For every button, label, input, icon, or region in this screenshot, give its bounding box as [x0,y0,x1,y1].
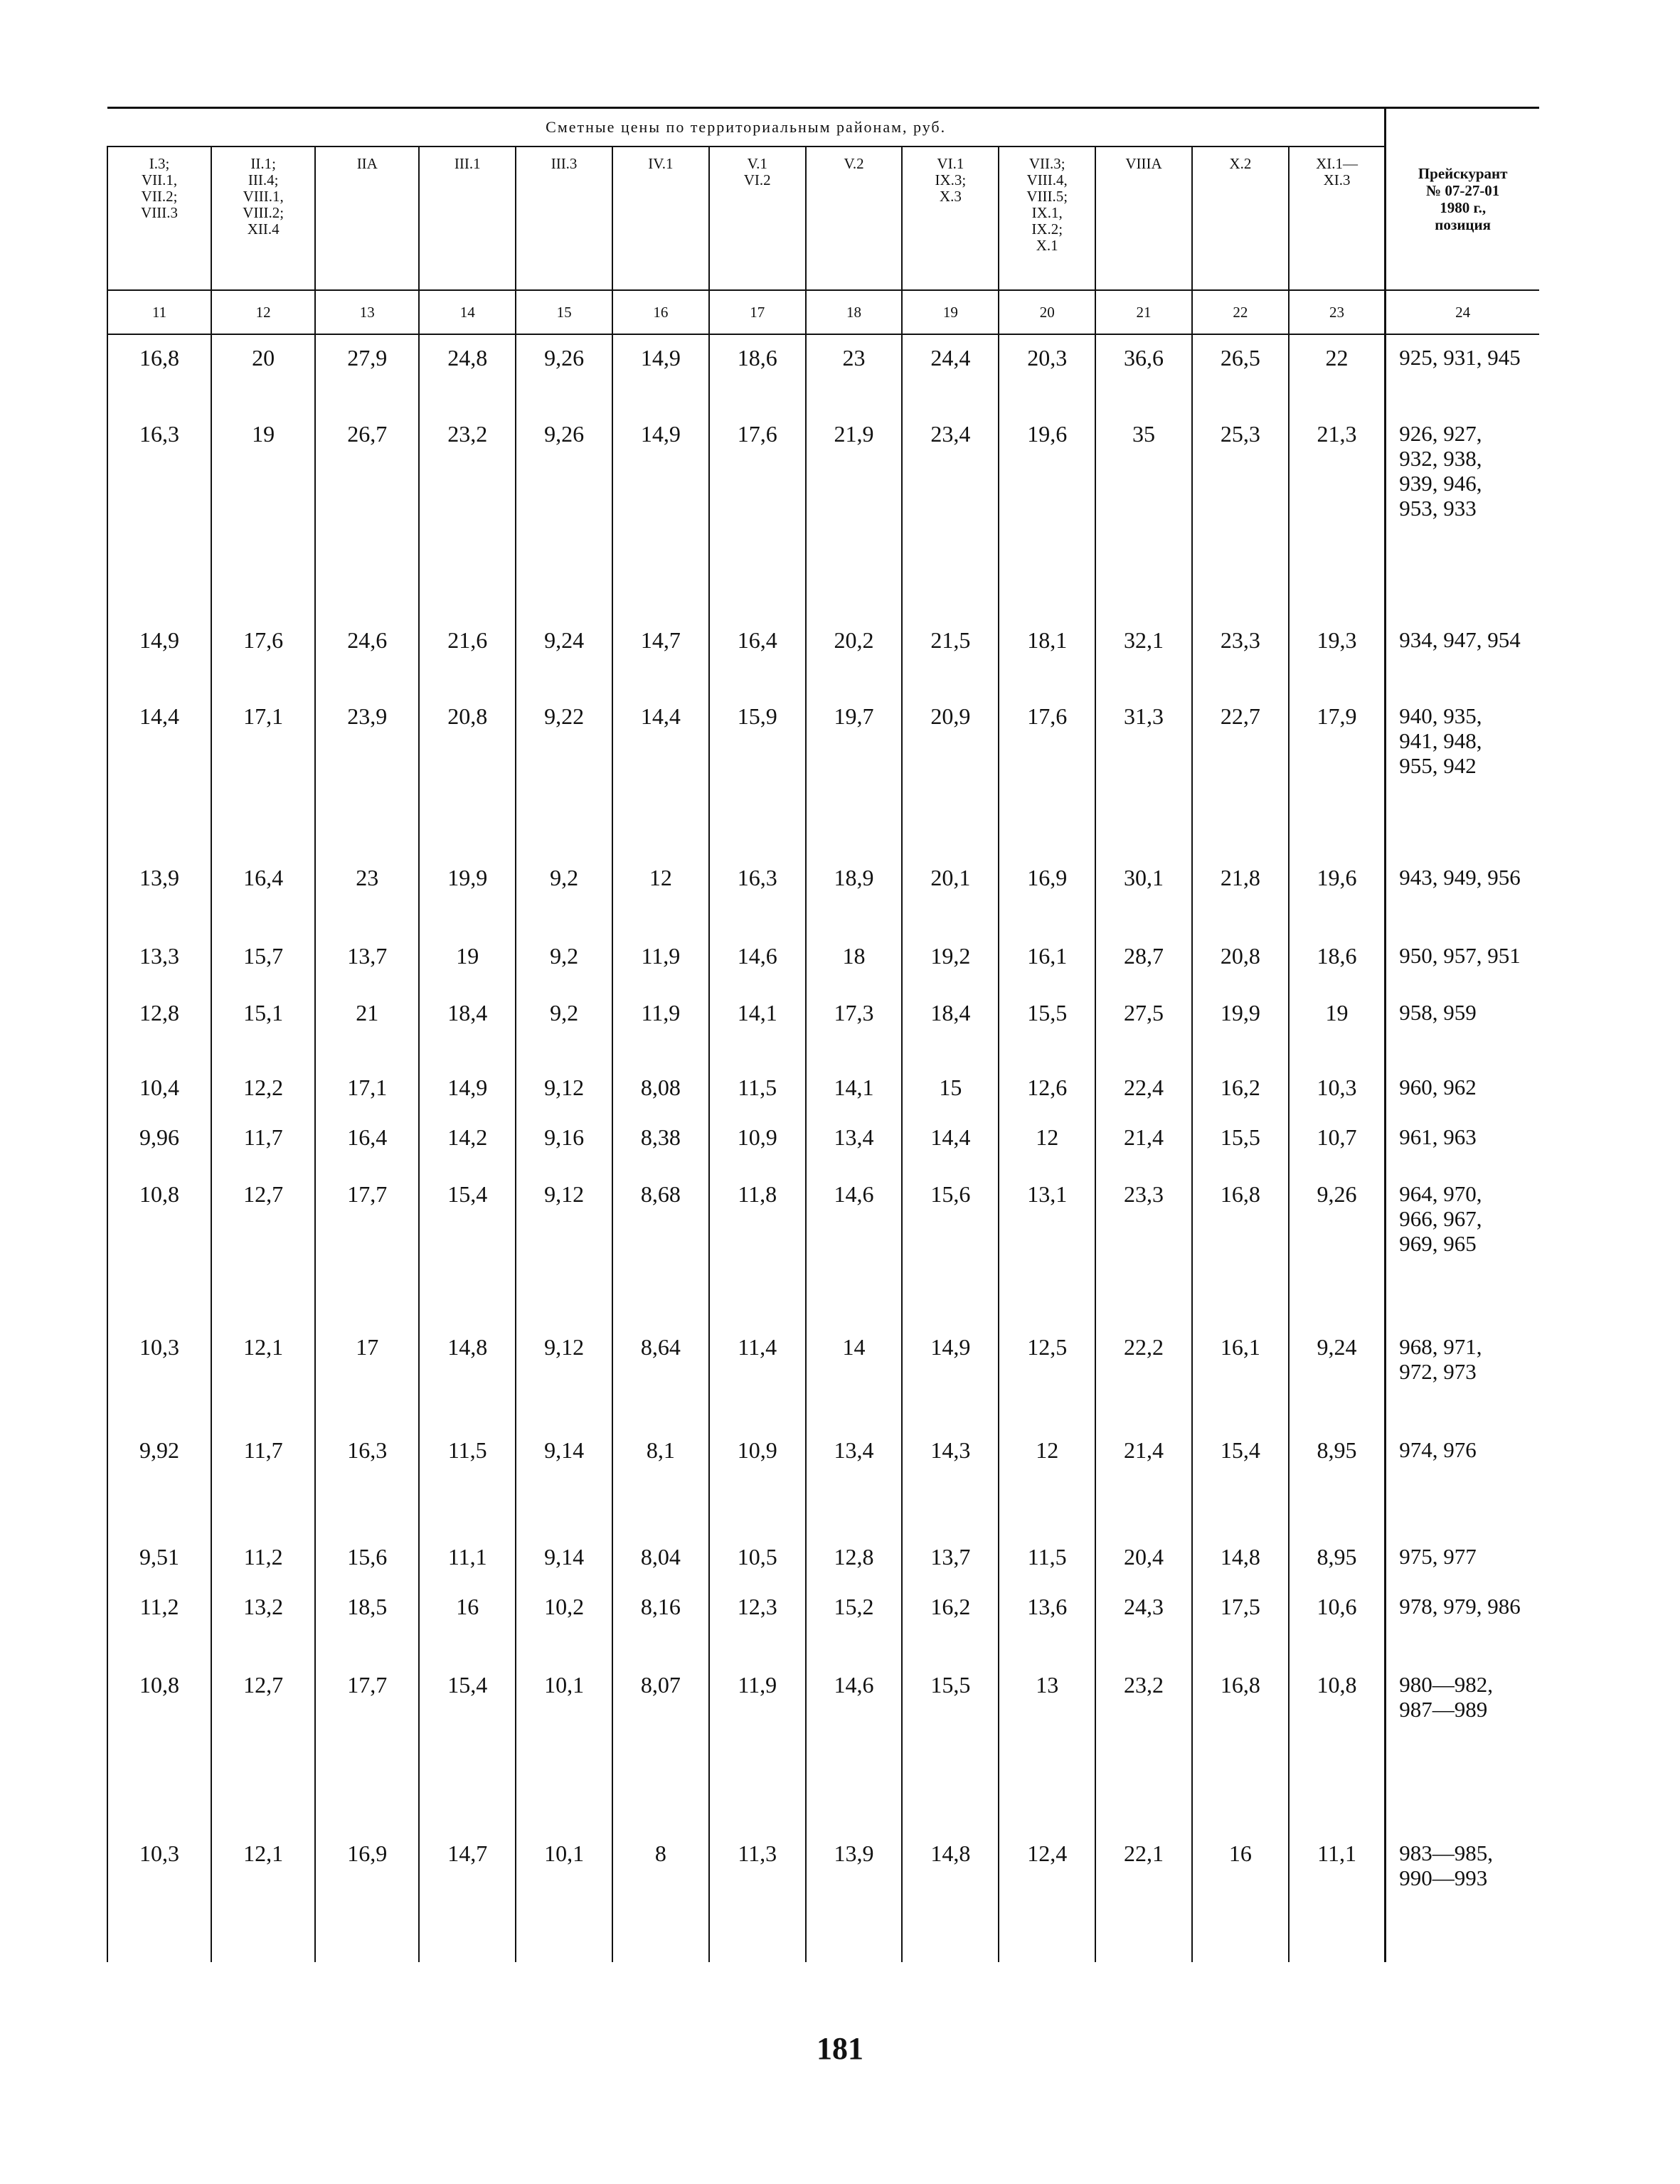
price-cell: 9,26 [1289,1171,1386,1324]
price-cell: 18,4 [419,990,516,1065]
price-cell: 12,6 [999,1065,1095,1114]
table-row [107,1534,1539,1584]
column-number: 23 [1289,290,1386,334]
price-cell: 15,5 [999,990,1095,1065]
price-cell: 35 [1095,411,1192,617]
page-number: 181 [817,2031,863,2066]
column-number: 17 [709,290,806,334]
price-cell: 12,3 [709,1584,806,1662]
position-cell: 983—985, 990—993 [1386,1831,1539,1909]
price-cell: 15 [902,1065,999,1114]
position-cell: 964, 970, 966, 967, 969, 965 [1386,1171,1539,1324]
price-cell: 12,7 [211,1171,315,1324]
price-cell: 14,9 [612,334,709,411]
position-cell: 980—982, 987—989 [1386,1662,1539,1831]
price-cell: 24,8 [419,334,516,411]
price-cell: 18,9 [806,855,903,933]
price-cell: 16,4 [211,855,315,933]
price-cell: 18 [806,933,903,990]
price-cell: 25,3 [1192,411,1289,617]
price-cell: 10,8 [107,1171,211,1324]
position-cell: 961, 963 [1386,1114,1539,1171]
price-cell: 23,3 [1192,617,1289,693]
price-cell: 11,3 [709,1831,806,1909]
position-cell: 960, 962 [1386,1065,1539,1114]
price-cell: 15,4 [419,1662,516,1831]
price-cell: 15,2 [806,1584,903,1662]
price-cell: 11,5 [709,1065,806,1114]
price-cell: 14,6 [709,933,806,990]
price-cell: 13,3 [107,933,211,990]
price-cell: 19,6 [999,411,1095,617]
price-cell: 15,6 [315,1534,419,1584]
empty-cell [107,1909,211,1962]
region-header: III.1 [419,147,516,290]
price-cell: 9,96 [107,1114,211,1171]
price-cell: 20 [211,334,315,411]
price-cell: 19,3 [1289,617,1386,693]
price-cell: 13,9 [107,855,211,933]
table-row [107,617,1539,693]
price-cell: 9,24 [516,617,612,693]
price-cell: 20,8 [1192,933,1289,990]
price-cell: 8,68 [612,1171,709,1324]
price-cell: 8,95 [1289,1534,1386,1584]
price-cell: 9,12 [516,1171,612,1324]
price-cell: 14,4 [902,1114,999,1171]
price-cell: 27,5 [1095,990,1192,1065]
table-row [107,1171,1539,1324]
price-cell: 15,9 [709,693,806,855]
price-cell: 16,3 [709,855,806,933]
price-cell: 13,9 [806,1831,903,1909]
price-cell: 10,3 [107,1324,211,1427]
price-cell: 17,6 [999,693,1095,855]
price-cell: 13,1 [999,1171,1095,1324]
price-cell: 11,8 [709,1171,806,1324]
price-cell: 14,7 [612,617,709,693]
price-cell: 23,2 [419,411,516,617]
price-cell: 8,07 [612,1662,709,1831]
price-cell: 15,5 [902,1662,999,1831]
table-row [107,1065,1539,1114]
empty-cell [1289,1909,1386,1962]
price-cell: 18,6 [1289,933,1386,990]
price-cell: 16 [1192,1831,1289,1909]
column-number: 18 [806,290,903,334]
position-cell: 925, 931, 945 [1386,334,1539,411]
position-cell: 958, 959 [1386,990,1539,1065]
position-cell: 940, 935, 941, 948, 955, 942 [1386,693,1539,855]
price-cell: 12,1 [211,1831,315,1909]
price-cell: 17,7 [315,1171,419,1324]
price-cell: 21,5 [902,617,999,693]
price-cell: 32,1 [1095,617,1192,693]
table-row [107,1662,1539,1831]
price-cell: 12,8 [107,990,211,1065]
price-cell: 16,9 [315,1831,419,1909]
price-cell: 12 [999,1427,1095,1534]
column-number: 13 [315,290,419,334]
price-cell: 16,9 [999,855,1095,933]
price-cell: 19,9 [419,855,516,933]
price-cell: 19 [1289,990,1386,1065]
empty-cell [419,1909,516,1962]
price-cell: 23,4 [902,411,999,617]
price-cell: 15,1 [211,990,315,1065]
table-tail [107,1909,1539,1962]
column-number: 14 [419,290,516,334]
price-cell: 17,7 [315,1662,419,1831]
price-cell: 9,12 [516,1065,612,1114]
price-cell: 28,7 [1095,933,1192,990]
price-cell: 23 [315,855,419,933]
table-row [107,1324,1539,1427]
price-cell: 9,26 [516,334,612,411]
price-cell: 14,1 [709,990,806,1065]
price-cell: 24,3 [1095,1584,1192,1662]
region-header: X.2 [1192,147,1289,290]
empty-cell [1095,1909,1192,1962]
price-cell: 16,2 [1192,1065,1289,1114]
price-cell: 11,7 [211,1114,315,1171]
column-number: 15 [516,290,612,334]
price-cell: 21,8 [1192,855,1289,933]
price-cell: 19,9 [1192,990,1289,1065]
price-cell: 20,2 [806,617,903,693]
price-cell: 16,1 [999,933,1095,990]
empty-cell [211,1909,315,1962]
position-cell: 950, 957, 951 [1386,933,1539,990]
price-cell: 22,7 [1192,693,1289,855]
price-cell: 19,2 [902,933,999,990]
price-cell: 10,9 [709,1427,806,1534]
price-cell: 11,1 [1289,1831,1386,1909]
price-cell: 14,1 [806,1065,903,1114]
price-cell: 12,1 [211,1324,315,1427]
region-header: VIIIA [1095,147,1192,290]
region-header: VI.1 IX.3; X.3 [902,147,999,290]
table-row [107,411,1539,617]
price-cell: 15,4 [419,1171,516,1324]
group-header: Сметные цены по территориальным районам, руб. [107,108,1386,147]
price-cell: 8,38 [612,1114,709,1171]
price-cell: 16 [419,1584,516,1662]
table-row [107,855,1539,933]
price-cell: 14,3 [902,1427,999,1534]
price-cell: 10,6 [1289,1584,1386,1662]
column-number: 24 [1386,290,1539,334]
column-number-row [107,290,1539,334]
price-cell: 11,5 [419,1427,516,1534]
region-header: VII.3; VIII.4, VIII.5; IX.1, IX.2; X.1 [999,147,1095,290]
price-cell: 17,3 [806,990,903,1065]
price-cell: 9,14 [516,1427,612,1534]
price-cell: 11,5 [999,1534,1095,1584]
empty-cell [902,1909,999,1962]
price-cell: 14,8 [902,1831,999,1909]
price-cell: 26,5 [1192,334,1289,411]
price-cell: 8,1 [612,1427,709,1534]
price-cell: 17,1 [315,1065,419,1114]
price-cell: 12,4 [999,1831,1095,1909]
column-number: 20 [999,290,1095,334]
price-cell: 8 [612,1831,709,1909]
price-cell: 14,8 [419,1324,516,1427]
price-cell: 31,3 [1095,693,1192,855]
price-cell: 9,2 [516,990,612,1065]
price-table [107,107,1539,1962]
price-cell: 17,5 [1192,1584,1289,1662]
price-cell: 8,08 [612,1065,709,1114]
price-cell: 10,8 [1289,1662,1386,1831]
price-cell: 11,2 [211,1534,315,1584]
price-cell: 9,14 [516,1534,612,1584]
price-cell: 10,1 [516,1831,612,1909]
price-cell: 8,04 [612,1534,709,1584]
price-cell: 14,4 [612,693,709,855]
price-cell: 8,16 [612,1584,709,1662]
price-cell: 17,6 [709,411,806,617]
position-cell: 926, 927, 932, 938, 939, 946, 953, 933 [1386,411,1539,617]
price-cell: 27,9 [315,334,419,411]
price-cell: 23 [806,334,903,411]
price-cell: 12,2 [211,1065,315,1114]
price-cell: 9,26 [516,411,612,617]
column-number: 22 [1192,290,1289,334]
price-cell: 16,2 [902,1584,999,1662]
price-cell: 15,6 [902,1171,999,1324]
empty-cell [709,1909,806,1962]
table-row [107,1114,1539,1171]
table-row [107,693,1539,855]
price-cell: 17,9 [1289,693,1386,855]
price-cell: 10,3 [1289,1065,1386,1114]
price-cell: 11,9 [612,990,709,1065]
price-cell: 20,9 [902,693,999,855]
price-cell: 20,1 [902,855,999,933]
price-cell: 10,2 [516,1584,612,1662]
position-cell: 943, 949, 956 [1386,855,1539,933]
price-cell: 14,4 [107,693,211,855]
price-cell: 15,5 [1192,1114,1289,1171]
price-cell: 24,4 [902,334,999,411]
table-row [107,933,1539,990]
price-cell: 16,8 [1192,1662,1289,1831]
region-header: V.2 [806,147,903,290]
price-cell: 16,3 [107,411,211,617]
price-cell: 17,6 [211,617,315,693]
column-number: 21 [1095,290,1192,334]
empty-cell [612,1909,709,1962]
empty-cell [1192,1909,1289,1962]
empty-cell [1386,1909,1539,1962]
price-cell: 36,6 [1095,334,1192,411]
empty-cell [999,1909,1095,1962]
column-number: 19 [902,290,999,334]
price-cell: 11,2 [107,1584,211,1662]
price-cell: 13,6 [999,1584,1095,1662]
region-header: IV.1 [612,147,709,290]
price-cell: 21 [315,990,419,1065]
price-cell: 9,2 [516,855,612,933]
price-cell: 16,3 [315,1427,419,1534]
price-cell: 24,6 [315,617,419,693]
price-cell: 22,1 [1095,1831,1192,1909]
price-cell: 9,24 [1289,1324,1386,1427]
price-cell: 19,6 [1289,855,1386,933]
region-header: III.3 [516,147,612,290]
price-cell: 10,1 [516,1662,612,1831]
price-cell: 12 [999,1114,1095,1171]
price-cell: 22 [1289,334,1386,411]
price-cell: 19 [419,933,516,990]
price-cell: 22,2 [1095,1324,1192,1427]
price-cell: 14,6 [806,1662,903,1831]
price-cell: 13 [999,1662,1095,1831]
price-cell: 8,64 [612,1324,709,1427]
price-cell: 14,8 [1192,1534,1289,1584]
price-cell: 12,5 [999,1324,1095,1427]
price-cell: 15,7 [211,933,315,990]
price-cell: 12,8 [806,1534,903,1584]
price-cell: 16,4 [315,1114,419,1171]
price-cell: 10,4 [107,1065,211,1114]
empty-cell [315,1909,419,1962]
price-cell: 23,3 [1095,1171,1192,1324]
table-row [107,1584,1539,1662]
price-cell: 9,16 [516,1114,612,1171]
price-cell: 18,1 [999,617,1095,693]
price-cell: 20,3 [999,334,1095,411]
price-cell: 14,7 [419,1831,516,1909]
price-cell: 22,4 [1095,1065,1192,1114]
price-cell: 13,2 [211,1584,315,1662]
price-cell: 9,2 [516,933,612,990]
price-cell: 18,6 [709,334,806,411]
price-cell: 20,4 [1095,1534,1192,1584]
region-header-row [107,147,1539,290]
price-cell: 13,4 [806,1427,903,1534]
price-cell: 11,9 [612,933,709,990]
price-cell: 17,1 [211,693,315,855]
price-cell: 14 [806,1324,903,1427]
price-cell: 13,7 [902,1534,999,1584]
price-cell: 10,8 [107,1662,211,1831]
position-cell: 934, 947, 954 [1386,617,1539,693]
price-cell: 10,3 [107,1831,211,1909]
price-cell: 14,9 [902,1324,999,1427]
empty-cell [806,1909,903,1962]
price-cell: 16,1 [1192,1324,1289,1427]
column-number: 11 [107,290,211,334]
table-body [107,334,1539,1962]
price-cell: 9,92 [107,1427,211,1534]
region-header: I.3; VII.1, VII.2; VIII.3 [107,147,211,290]
price-cell: 9,51 [107,1534,211,1584]
price-cell: 15,4 [1192,1427,1289,1534]
column-number: 16 [612,290,709,334]
price-cell: 9,12 [516,1324,612,1427]
price-cell: 17 [315,1324,419,1427]
price-cell: 21,4 [1095,1427,1192,1534]
price-cell: 21,6 [419,617,516,693]
price-cell: 10,5 [709,1534,806,1584]
empty-cell [516,1909,612,1962]
price-cell: 16,4 [709,617,806,693]
position-cell: 968, 971, 972, 973 [1386,1324,1539,1427]
price-cell: 18,5 [315,1584,419,1662]
price-cell: 14,9 [419,1065,516,1114]
price-cell: 9,22 [516,693,612,855]
region-header: V.1 VI.2 [709,147,806,290]
price-cell: 26,7 [315,411,419,617]
price-cell: 30,1 [1095,855,1192,933]
price-cell: 11,4 [709,1324,806,1427]
price-cell: 11,7 [211,1427,315,1534]
region-header: II.1; III.4; VIII.1, VIII.2; XII.4 [211,147,315,290]
price-cell: 23,9 [315,693,419,855]
table-row [107,990,1539,1065]
price-cell: 14,6 [806,1171,903,1324]
price-cell: 12 [612,855,709,933]
price-cell: 11,9 [709,1662,806,1831]
price-cell: 21,3 [1289,411,1386,617]
price-cell: 8,95 [1289,1427,1386,1534]
price-cell: 12,7 [211,1662,315,1831]
price-cell: 19,7 [806,693,903,855]
table-row [107,1427,1539,1534]
price-cell: 14,2 [419,1114,516,1171]
price-cell: 11,1 [419,1534,516,1584]
table-row [107,334,1539,411]
column-number: 12 [211,290,315,334]
price-cell: 14,9 [612,411,709,617]
price-cell: 20,8 [419,693,516,855]
position-cell: 974, 976 [1386,1427,1539,1534]
price-cell: 23,2 [1095,1662,1192,1831]
position-cell: 978, 979, 986 [1386,1584,1539,1662]
region-header: XI.1— XI.3 [1289,147,1386,290]
price-cell: 10,7 [1289,1114,1386,1171]
price-cell: 13,4 [806,1114,903,1171]
price-cell: 18,4 [902,990,999,1065]
price-cell: 21,9 [806,411,903,617]
position-cell: 975, 977 [1386,1534,1539,1584]
table-row [107,1831,1539,1909]
price-cell: 14,9 [107,617,211,693]
price-cell: 13,7 [315,933,419,990]
position-header: Прейскурант № 07-27-01 1980 г., позиция [1386,108,1539,291]
region-header: IIA [315,147,419,290]
price-cell: 16,8 [107,334,211,411]
price-cell: 21,4 [1095,1114,1192,1171]
price-cell: 10,9 [709,1114,806,1171]
price-cell: 19 [211,411,315,617]
price-cell: 16,8 [1192,1171,1289,1324]
